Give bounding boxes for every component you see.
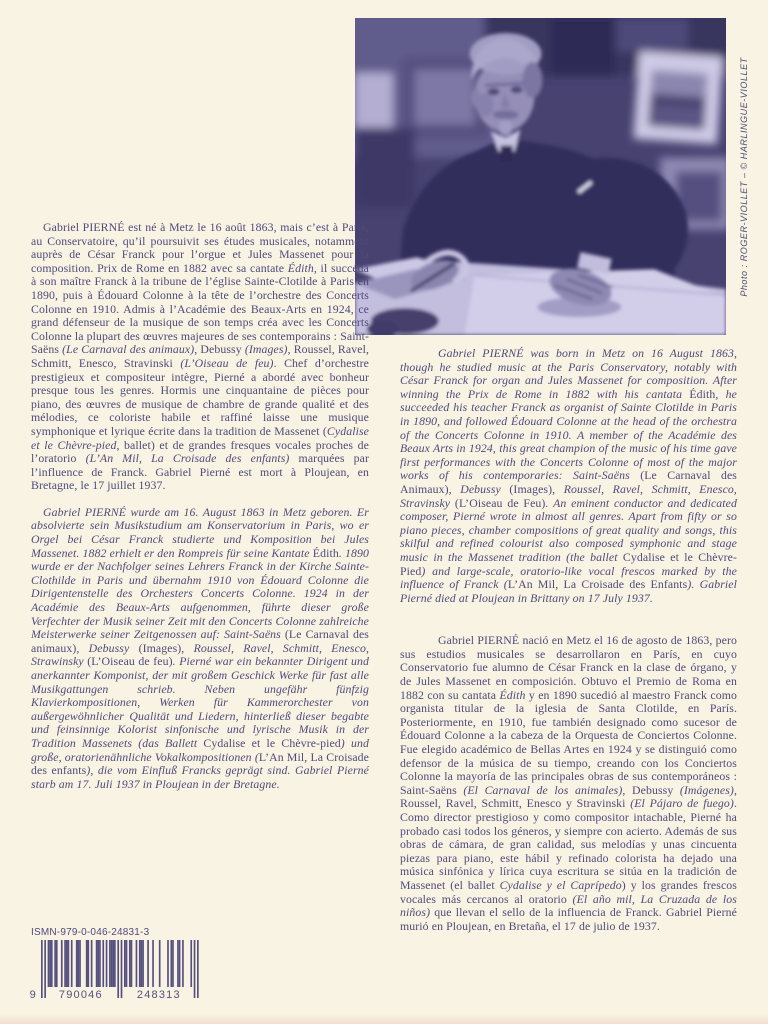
bio-paragraph-spanish: Gabriel PIERNÉ nació en Metz el 16 de agosto de 1863, pero sus estudios musicales se desarrollaron en París, en cuyo Conservatorio fue alumno de César Franck en la clase de órgano, y de Jules Massenet en composición. Obtuvo el Premio de Roma en 1882 con su cantata Édith y en 1890 sucedió al maestro Franck como organista titular de la iglesia de Santa Clotilde, en París. Posteriormente, en 1910, fue también designado como sucesor de Édouard Colonne a la cabeza de la Orquesta de Conciertos Colonne. Fue elegido académico de Bellas Artes en 1924 y se distinguió como defensor de la música de su tiempo, creando con los Conciertos Colonne la mayoría de las principales obras de sus contemporáneos : Saint-Saëns (El Carnaval de los animales), Debussy (Imágenes), Roussel, Ravel, Schmitt, Enesco y Stravinski (El Pájaro de fuego). Como director prestigioso y como compositor intachable, Pierné ha probado casi todos los géneros, y siempre con acierto. Además de sus obras de cámara, de gran calidad, sus melodías y unas cincuenta piezas para piano, este hábil y refinado colorista ha dejado una música sinfónica y lírica cuya escritura se sitúa en la tradición de Massenet (el ballet Cydalise y el Caprípedo) y los grandes frescos vocales más cercanos al oratorio (El año mil, La Cruzada de los niños) que llevan el sello de la influencia de Franck. Gabriel Pierné murió en Ploujean, en Bretaña, el 17 de julio de 1937. bbox=[400, 633, 738, 933]
svg-text:248313: 248313 bbox=[136, 989, 181, 1001]
right-text-column bbox=[400, 347, 737, 933]
svg-text:790046: 790046 bbox=[58, 989, 103, 1001]
photo-credit bbox=[730, 18, 758, 335]
photo-credit-text: Photo : ROGER-VIOLLET – © HARLINGUE-VIOLLET bbox=[739, 56, 749, 297]
bio-paragraph-french: Gabriel PIERNÉ est né à Metz le 16 août 1863, mais c’est à Paris, au Conservatoire, qu’il poursuivit ses études musicales, notamment auprès de César Franck pour l’orgue et Jules Massenet pour la composition. Prix de Rome en 1882 avec sa cantate Édith, il succéda à son maître Franck à la tribune de l’église Sainte-Clotilde à Paris en 1890, puis à Édouard Colonne à la tête de l’orchestre des Concerts Colonne en 1910. Admis à l’Académie des Beaux-Arts en 1924, ce grand défenseur de la musique de son temps créa avec les Concerts Colonne la plupart des œuvres majeures de ses contemporains : Saint-Saëns (Le Carnaval des animaux), Debussy (Images), Roussel, Ravel, Schmitt, Enesco, Stravinski (L’Oiseau de feu). Chef d’orchestre prestigieux et compositeur intègre, Pierné a abordé avec bonheur presque tous les genres. Hormis une cinquantaine de pièces pour piano, des œuvres de musique de chambre de grande qualité et des mélodies, ce coloriste habile et raffiné laisse une musique symphonique et lyrique écrite dans la tradition de Massenet (Cydalise et le Chèvre-pied, ballet) et de grandes fresques vocales proches de l’oratorio (L’An Mil, La Croisade des enfants) marquées par l’influence de Franck. Gabriel Pierné est mort à Ploujean, en Bretagne, le 17 juillet 1937. bbox=[31, 220, 370, 493]
left-text-column bbox=[31, 221, 369, 791]
ean13-barcode bbox=[30, 940, 215, 1002]
ismn-barcode-block bbox=[30, 927, 215, 1002]
svg-text:9: 9 bbox=[30, 989, 37, 1001]
ismn-label: ISMN-979-0-046-24831-3 bbox=[31, 927, 150, 938]
portrait-photo-illustration bbox=[355, 18, 726, 335]
bio-paragraph-german: Gabriel PIERNÉ wurde am 16. August 1863 in Metz geboren. Er absolvierte sein Musikstudium am Konservatorium in Paris, wo er Orgel bei César Franck studierte und Komposition bei Jules Massenet. 1882 erhielt er den Rompreis für seine Kantate Édith. 1890 wurde er der Nachfolger seines Lehrers Franck in der Kirche Sainte-Clothilde in Paris und übernahm 1910 von Édouard Colonne die Dirigentenstelle des Orchesters Concerts Colonne. 1924 in der Académie des Beaux-Arts aufgenommen, führte dieser große Verfechter der Musik seiner Zeit mit den Concerts Colonne zahlreiche Meisterwerke seiner Zeitgenossen auf: Saint-Saëns (Le Carnaval des animaux), Debussy (Images), Roussel, Ravel, Schmitt, Enesco, Strawinsky (L’Oiseau de feu). Pierné war ein bekannter Dirigent und anerkannter Komponist, der mit großem Geschick Werke für fast alle Musikgattungen schrieb. Neben ungefähr fünfzig Klavierkompositionen, Werken für Kammerorchester von außergewöhnlicher Qualität und Liedern, hinterließ dieser begabte und feinsinnige Kolorist sinfonische und lyrische Musik in der Tradition Massenets (das Ballett Cydalise et le Chèvre-pied) und große, oratorienähnliche Vokalkompositionen (L’An Mil, La Croisade des enfants), die vom Einfluß Francks geprägt sind. Gabriel Pierné starb am 17. Juli 1937 in Ploujean in der Bretagne. bbox=[31, 504, 370, 791]
bio-paragraph-english: Gabriel PIERNÉ was born in Metz on 16 August 1863, though he studied music at the Paris Conservatory, notably with César Franck for organ and Jules Massenet for composition. After winning the Prix de Rome in 1882 with his cantata Édith, he succeeded his teacher Franck as organist of Sainte Clotilde in Paris in 1890, and followed Édouard Colonne at the head of the orchestra of the Concerts Colonne in 1910. A member of the Académie des Beaux Arts in 1924, this great champion of the music of his time gave first performances with the Concerts Colonne of most of the major works of his contemporaries: Saint-Saëns (Le Carnaval des Animaux), Debussy (Images), Roussel, Ravel, Schmitt, Enesco, Stravinsky (L’Oiseau de Feu). An eminent conductor and dedicated composer, Pierné wrote in almost all genres. Apart from fifty or so piano pieces, chamber compositions of great quality and songs, this skilful and refined colourist also composed symphonic and stage music in the Massenet tradition (the ballet Cydalise et le Chèvre-Pied) and large-scale, oratorio-like vocal frescos marked by the influence of Franck (L’An Mil, La Croisade des Enfants). Gabriel Pierné died at Ploujean in Brittany on 17 July 1937. bbox=[400, 346, 737, 605]
portrait-photo bbox=[355, 18, 726, 335]
